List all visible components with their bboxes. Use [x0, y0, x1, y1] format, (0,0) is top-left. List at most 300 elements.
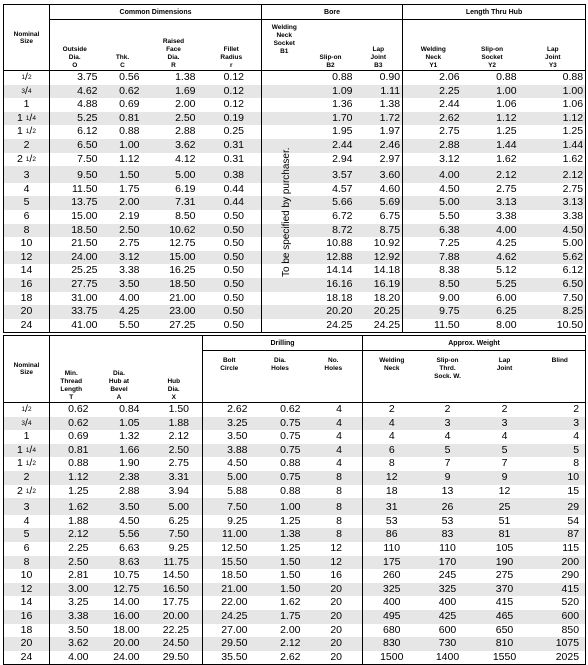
nominal-size-cell: 18 — [4, 624, 50, 638]
lap-joint-length-cell: 3.13 — [521, 196, 586, 210]
hub-bevel-dia-cell: 5.56 — [93, 528, 146, 542]
fillet-radius-cell: 0.38 — [202, 166, 262, 183]
lap-joint-length-header: Lap Joint Y3 — [521, 20, 586, 71]
lap-joint-length-cell: 5.62 — [521, 251, 586, 265]
table-row — [4, 569, 586, 583]
thread-length-cell: 2.81 — [68, 569, 89, 582]
hub-dia-cell: 7.50 — [146, 528, 203, 542]
table-row — [4, 403, 586, 417]
table-row — [4, 528, 586, 542]
holes-number-cell: 20 — [330, 596, 343, 609]
holes-number-cell: 8 — [336, 514, 343, 527]
welding-neck-socket-cell — [262, 71, 307, 85]
fillet-radius-cell: 0.12 — [223, 98, 245, 111]
drilling-header: Drilling — [203, 336, 363, 351]
thickness-cell: 5.50 — [100, 319, 146, 333]
hub-bevel-dia-cell: 2.88 — [119, 484, 140, 497]
slip-on-length-cell: 4.25 — [496, 237, 517, 250]
weight-welding-neck-cell: 12 — [363, 471, 421, 485]
thread-length-header: Min. Thread Length T — [50, 351, 93, 403]
slip-on-length-cell: 5.12 — [496, 264, 517, 277]
nominal-size-cell: 5 — [4, 196, 50, 210]
welding-neck-length-cell: 5.00 — [403, 196, 464, 210]
lap-joint-length-cell: 1.12 — [521, 112, 586, 126]
weight-welding-neck-cell: 6 — [363, 444, 421, 458]
lap-joint-bore-cell: 6.75 — [379, 209, 401, 222]
hub-dia-cell: 2.12 — [168, 430, 190, 443]
table-row — [4, 251, 586, 265]
weight-blind-cell: 5 — [535, 444, 586, 458]
slip-on-bore-cell: 2.94 — [332, 152, 353, 165]
table-row — [4, 98, 586, 112]
raised-face-cell: 1.38 — [175, 71, 196, 83]
hub-bevel-dia-cell: 24.00 — [93, 651, 146, 665]
bolt-circle-cell: 35.50 — [203, 651, 256, 665]
fillet-radius-cell: 0.12 — [223, 71, 245, 83]
table-row — [4, 637, 586, 651]
weight-lap-joint-cell: 9 — [475, 471, 535, 485]
fillet-radius-cell: 0.50 — [202, 305, 262, 319]
welding-neck-length-cell: 8.50 — [403, 278, 464, 292]
weight-blind-cell: 1075 — [535, 637, 586, 651]
nominal-size-cell: 20 — [4, 305, 50, 319]
hub-bevel-dia-cell: 1.05 — [93, 417, 146, 431]
hub-bevel-dia-cell: 16.00 — [93, 610, 146, 624]
weight-blind-cell: 2 — [573, 403, 580, 415]
holes-dia-cell: 1.25 — [280, 541, 301, 554]
weight-slip-on-cell: 600 — [438, 623, 457, 636]
table-row — [4, 278, 586, 292]
weight-slip-on-cell: 245 — [438, 569, 457, 582]
table-row — [4, 292, 586, 306]
slip-on-bore-cell: 1.36 — [332, 98, 353, 111]
weight-slip-on-cell: 3 — [421, 417, 475, 431]
fillet-radius-cell: 0.50 — [223, 209, 245, 222]
weight-lap-joint-cell: 25 — [475, 498, 535, 515]
weight-blind-cell: 29 — [535, 498, 586, 515]
weight-blind-cell: 200 — [535, 556, 586, 570]
table-row — [4, 596, 586, 610]
fillet-radius-header: Fillet Radius r — [202, 20, 262, 71]
slip-on-length-cell: 5.25 — [464, 278, 521, 292]
fillet-radius-cell: 0.50 — [202, 278, 262, 292]
weight-lap-joint-cell: 81 — [475, 528, 535, 542]
hub-bevel-dia-cell: 0.84 — [119, 403, 140, 415]
bolt-circle-header: Bolt Circle — [203, 351, 256, 403]
lap-joint-bore-cell: 1.11 — [355, 85, 403, 99]
thickness-cell: 0.56 — [119, 71, 140, 83]
holes-number-cell: 4 — [336, 430, 343, 443]
weight-slip-on-cell: 170 — [421, 556, 475, 570]
weight-slip-on-cell: 2 — [444, 403, 451, 415]
weight-lap-joint-cell: 415 — [495, 596, 514, 609]
slip-on-bore-cell: 2.44 — [307, 139, 355, 153]
weight-slip-on-header: Slip-on Thrd. Sock. W. — [421, 351, 475, 403]
raised-face-cell: 3.62 — [146, 139, 202, 153]
hub-dia-cell: 1.88 — [146, 417, 203, 431]
table-row — [4, 610, 586, 624]
holes-number-cell: 20 — [305, 651, 363, 665]
slip-on-bore-cell: 20.20 — [307, 305, 355, 319]
raised-face-cell: 5.00 — [146, 166, 202, 183]
weight-welding-neck-cell: 325 — [363, 583, 421, 597]
weight-welding-neck-cell: 830 — [363, 637, 421, 651]
length-thru-hub-header: Length Thru Hub — [403, 5, 586, 20]
slip-on-bore-cell: 18.18 — [326, 291, 353, 304]
weight-lap-joint-cell: 2 — [501, 403, 508, 415]
lap-joint-bore-cell: 4.60 — [379, 182, 401, 195]
lap-joint-length-cell: 2.75 — [562, 182, 584, 195]
table-row — [4, 112, 586, 126]
outside-dia-cell: 27.75 — [50, 278, 100, 292]
bolt-circle-cell: 4.50 — [203, 457, 256, 471]
drilling-weight-table — [3, 335, 586, 665]
raised-face-cell: 7.31 — [146, 196, 202, 210]
table-row — [4, 224, 586, 238]
holes-number-cell: 20 — [330, 623, 343, 636]
raised-face-cell: 6.19 — [175, 182, 196, 195]
weight-lap-joint-cell: 650 — [495, 623, 514, 636]
lap-joint-bore-cell: 14.18 — [373, 264, 401, 277]
slip-on-length-cell: 1.62 — [496, 152, 517, 165]
weight-slip-on-cell: 4 — [444, 430, 451, 443]
nominal-size-cell: 1 — [4, 98, 50, 112]
hub-dia-cell: 5.00 — [146, 498, 203, 515]
thread-length-cell: 0.62 — [50, 417, 93, 431]
thread-length-cell: 2.50 — [50, 556, 93, 570]
outside-dia-cell: 6.50 — [50, 139, 100, 153]
raised-face-cell: 2.50 — [146, 112, 202, 126]
weight-lap-joint-cell: 4 — [501, 430, 508, 443]
raised-face-cell: 4.12 — [175, 152, 196, 165]
nominal-size-cell: 24 — [4, 651, 50, 665]
weight-slip-on-cell: 7 — [444, 457, 451, 470]
welding-neck-length-cell: 7.88 — [403, 251, 464, 265]
slip-on-length-cell: 4.00 — [464, 224, 521, 238]
hub-dia-cell: 16.50 — [146, 583, 203, 597]
thickness-cell: 1.12 — [119, 152, 140, 165]
thread-length-cell: 2.25 — [68, 541, 89, 554]
weight-lap-joint-cell: 12 — [498, 484, 511, 497]
fillet-radius-cell: 0.50 — [223, 291, 245, 304]
holes-number-cell: 8 — [305, 498, 363, 515]
weight-blind-cell: 415 — [535, 583, 586, 597]
thread-length-cell: 3.50 — [68, 623, 89, 636]
weight-blind-cell: 2025 — [535, 651, 586, 665]
thread-length-cell: 3.00 — [50, 583, 93, 597]
weight-blind-cell: 115 — [562, 541, 580, 554]
holes-number-cell: 4 — [305, 417, 363, 431]
weight-blind-cell: 10 — [535, 471, 586, 485]
nominal-size-cell: $^1$/2 — [4, 403, 50, 417]
slip-on-bore-cell: 10.88 — [326, 237, 353, 250]
welding-neck-socket-cell — [262, 319, 307, 333]
weight-blind-cell: 54 — [567, 514, 580, 527]
welding-neck-length-cell: 3.12 — [403, 153, 464, 167]
hub-dia-cell: 14.50 — [162, 569, 190, 582]
table-row — [4, 556, 586, 570]
weight-welding-neck-cell: 1500 — [363, 651, 421, 665]
thickness-cell: 3.38 — [119, 264, 140, 277]
slip-on-bore-cell: 1.95 — [332, 125, 353, 138]
fillet-radius-cell: 0.31 — [202, 139, 262, 153]
nominal-size-cell: 3 — [4, 166, 50, 183]
table-row — [4, 498, 586, 515]
table-row — [4, 485, 586, 499]
raised-face-cell: 12.75 — [169, 237, 196, 250]
holes-number-cell: 4 — [336, 457, 343, 470]
slip-on-bore-cell: 1.09 — [307, 85, 355, 99]
thickness-cell: 1.00 — [100, 139, 146, 153]
welding-neck-socket-cell — [262, 292, 307, 306]
slip-on-bore-cell: 16.16 — [307, 278, 355, 292]
holes-number-cell: 12 — [305, 556, 363, 570]
lap-joint-length-cell: 6.12 — [562, 264, 584, 277]
welding-neck-socket-cell — [262, 85, 307, 99]
holes-number-cell: 8 — [305, 528, 363, 542]
table-row — [4, 583, 586, 597]
thread-length-cell: 3.38 — [50, 610, 93, 624]
outside-dia-cell: 18.50 — [50, 224, 100, 238]
outside-dia-cell: 13.75 — [50, 196, 100, 210]
welding-neck-length-cell: 2.44 — [403, 98, 464, 112]
table-row — [4, 319, 586, 333]
outside-dia-header: Outside Dia. O — [50, 20, 100, 71]
weight-lap-joint-cell: 370 — [475, 583, 535, 597]
nominal-size-cell: 18 — [4, 292, 50, 306]
holes-dia-cell: 2.12 — [256, 637, 305, 651]
weight-slip-on-cell: 9 — [421, 471, 475, 485]
holes-dia-cell: 0.75 — [280, 430, 301, 443]
holes-dia-cell: 2.00 — [280, 623, 301, 636]
table-row — [4, 471, 586, 485]
fillet-radius-cell: 0.44 — [202, 196, 262, 210]
table-row — [4, 515, 586, 529]
bolt-circle-cell: 27.00 — [203, 624, 256, 638]
welding-neck-length-cell: 2.25 — [403, 85, 464, 99]
raised-face-cell: 18.50 — [146, 278, 202, 292]
nominal-size-cell: 8 — [4, 556, 50, 570]
weight-blind-header: Blind — [535, 351, 586, 403]
weight-welding-neck-cell: 110 — [363, 542, 421, 556]
nominal-size-cell: 16 — [4, 610, 50, 624]
fillet-radius-cell: 0.50 — [223, 237, 245, 250]
lap-joint-bore-cell: 1.97 — [379, 125, 401, 138]
holes-number-cell: 16 — [330, 569, 343, 582]
table-row — [4, 651, 586, 665]
slip-on-bore-cell: 5.66 — [307, 196, 355, 210]
table-row — [4, 237, 586, 251]
welding-neck-length-cell: 6.38 — [403, 224, 464, 238]
weight-welding-neck-cell: 680 — [363, 624, 421, 638]
outside-dia-cell: 15.00 — [71, 209, 98, 222]
fillet-radius-cell: 0.44 — [223, 182, 245, 195]
nominal-size-cell: 2 $^1$/2 — [4, 153, 50, 167]
hub-bevel-dia-cell: 1.32 — [119, 430, 140, 443]
thickness-cell: 1.75 — [119, 182, 140, 195]
slip-on-bore-cell: 6.72 — [332, 209, 353, 222]
thread-length-cell: 1.88 — [68, 514, 89, 527]
weight-welding-neck-cell: 175 — [363, 556, 421, 570]
table-row — [4, 417, 586, 431]
lap-joint-bore-cell: 2.97 — [379, 152, 401, 165]
bolt-circle-cell: 22.00 — [203, 596, 256, 610]
slip-on-bore-cell: 12.88 — [307, 251, 355, 265]
nominal-size-cell: 14 — [4, 264, 50, 278]
slip-on-length-cell: 1.12 — [464, 112, 521, 126]
lap-joint-length-cell: 8.25 — [521, 305, 586, 319]
slip-on-length-cell: 1.00 — [464, 85, 521, 99]
holes-dia-cell: 0.75 — [256, 444, 305, 458]
specified-by-purchaser-note: To be specified by purchaser. — [281, 147, 292, 277]
fillet-radius-cell: 0.31 — [223, 152, 245, 165]
weight-welding-neck-header: Welding Neck — [363, 351, 421, 403]
fillet-radius-cell: 0.12 — [202, 85, 262, 99]
thickness-cell: 3.12 — [100, 251, 146, 265]
hub-bevel-dia-cell: 8.63 — [93, 556, 146, 570]
outside-dia-cell: 5.25 — [50, 112, 100, 126]
raised-face-cell: 10.62 — [146, 224, 202, 238]
hub-bevel-dia-header: Dia. Hub at Bevel A — [93, 351, 146, 403]
slip-on-length-cell: 2.12 — [464, 166, 521, 183]
weight-slip-on-cell: 110 — [439, 541, 456, 554]
thickness-cell: 2.50 — [100, 224, 146, 238]
bolt-circle-cell: 12.50 — [203, 542, 256, 556]
bolt-circle-cell: 18.50 — [203, 569, 256, 583]
holes-dia-cell: 1.00 — [256, 498, 305, 515]
thread-length-cell: 4.00 — [50, 651, 93, 665]
common-dimensions-header: Common Dimensions — [50, 5, 262, 20]
outside-dia-cell: 31.00 — [71, 291, 98, 304]
table-row — [4, 85, 586, 99]
thickness-cell: 0.62 — [100, 85, 146, 99]
outside-dia-cell: 21.50 — [71, 237, 98, 250]
slip-on-length-cell: 1.25 — [496, 125, 517, 138]
hub-dia-cell: 3.31 — [146, 471, 203, 485]
holes-dia-cell: 1.75 — [256, 610, 305, 624]
hub-dia-cell: 22.25 — [162, 623, 190, 636]
bolt-circle-cell: 2.62 — [203, 403, 256, 417]
welding-neck-length-cell: 7.25 — [403, 237, 464, 251]
slip-on-length-cell: 6.00 — [496, 291, 517, 304]
weight-lap-joint-cell: 51 — [498, 514, 511, 527]
slip-on-length-cell: 1.44 — [464, 139, 521, 153]
outside-dia-cell: 9.50 — [50, 166, 100, 183]
nominal-size-cell: $^3$/4 — [4, 85, 50, 99]
nominal-size-cell: 6 — [4, 210, 50, 224]
nominal-size-cell: 1 — [4, 430, 50, 444]
nominal-size-cell: 4 — [4, 183, 50, 197]
thread-length-cell: 0.69 — [68, 430, 89, 443]
hub-dia-cell: 24.50 — [146, 637, 203, 651]
welding-neck-socket-header: Welding Neck Socket B1 — [262, 20, 307, 71]
welding-neck-length-cell: 2.06 — [403, 71, 464, 85]
holes-number-cell: 4 — [336, 403, 343, 415]
holes-number-cell: 20 — [305, 610, 363, 624]
thread-length-cell: 1.25 — [68, 484, 89, 497]
lap-joint-bore-cell: 20.25 — [355, 305, 403, 319]
welding-neck-length-cell: 4.00 — [403, 166, 464, 183]
raised-face-cell: 1.69 — [146, 85, 202, 99]
welding-neck-socket-cell — [262, 98, 307, 112]
outside-dia-cell: 24.00 — [50, 251, 100, 265]
nominal-size-cell: 1 $^1$/4 — [4, 444, 50, 458]
lap-joint-length-cell: 4.50 — [521, 224, 586, 238]
raised-face-cell: 21.00 — [169, 291, 196, 304]
table-row — [4, 444, 586, 458]
outside-dia-cell: 7.50 — [77, 152, 98, 165]
lap-joint-length-cell: 5.00 — [562, 237, 584, 250]
holes-dia-cell: 0.75 — [256, 417, 305, 431]
thickness-cell: 2.00 — [100, 196, 146, 210]
holes-dia-cell: 0.88 — [280, 484, 301, 497]
holes-number-cell: 8 — [305, 471, 363, 485]
bolt-circle-cell: 15.50 — [203, 556, 256, 570]
weight-lap-joint-cell: 105 — [495, 541, 514, 554]
weight-slip-on-cell: 425 — [421, 610, 475, 624]
holes-dia-cell: 0.75 — [256, 471, 305, 485]
weight-blind-cell: 290 — [561, 569, 580, 582]
bolt-circle-cell: 29.50 — [203, 637, 256, 651]
table-row — [4, 139, 586, 153]
hub-bevel-dia-cell: 1.66 — [93, 444, 146, 458]
thread-length-cell: 0.81 — [50, 444, 93, 458]
bolt-circle-cell: 7.50 — [203, 498, 256, 515]
table-row — [4, 196, 586, 210]
slip-on-bore-cell: 14.14 — [326, 264, 353, 277]
nominal-size-cell: 12 — [4, 251, 50, 265]
raised-face-cell: 2.00 — [175, 98, 196, 111]
hub-bevel-dia-cell: 20.00 — [93, 637, 146, 651]
bolt-circle-cell: 3.50 — [203, 430, 256, 444]
holes-number-cell: 20 — [305, 637, 363, 651]
raised-face-header: Raised Face Dia. R — [146, 20, 202, 71]
table-row — [4, 125, 586, 139]
lap-joint-bore-cell: 8.75 — [355, 224, 403, 238]
table-row — [4, 71, 586, 85]
dimensions-table — [3, 4, 586, 333]
bolt-circle-cell: 11.00 — [203, 528, 256, 542]
thickness-cell: 2.75 — [119, 237, 140, 250]
holes-number-cell: 8 — [336, 484, 343, 497]
fillet-radius-cell: 0.50 — [202, 319, 262, 333]
slip-on-bore-cell: 4.57 — [332, 182, 353, 195]
holes-dia-cell: 1.50 — [256, 556, 305, 570]
thickness-cell: 0.81 — [100, 112, 146, 126]
weight-slip-on-cell: 325 — [421, 583, 475, 597]
welding-neck-length-cell: 8.38 — [403, 264, 464, 278]
welding-neck-socket-cell — [262, 305, 307, 319]
nominal-size-cell: 2 $^1$/2 — [4, 485, 50, 499]
lap-joint-length-cell: 1.25 — [562, 125, 584, 138]
weight-blind-cell: 8 — [573, 457, 580, 470]
weight-welding-neck-cell: 260 — [363, 569, 421, 583]
nominal-size-cell: 5 — [4, 528, 50, 542]
weight-slip-on-cell: 53 — [441, 514, 454, 527]
lap-joint-length-cell: 2.12 — [521, 166, 586, 183]
raised-face-cell: 2.88 — [175, 125, 196, 138]
thread-length-cell: 0.62 — [68, 403, 89, 415]
lap-joint-length-cell: 6.50 — [521, 278, 586, 292]
table-row — [4, 183, 586, 197]
fillet-radius-cell: 0.50 — [202, 251, 262, 265]
nominal-size-cell: 1 $^1$/2 — [4, 125, 50, 139]
weight-lap-joint-cell: 190 — [475, 556, 535, 570]
lap-joint-bore-cell: 3.60 — [355, 166, 403, 183]
outside-dia-cell: 11.50 — [72, 182, 98, 195]
weight-lap-joint-cell: 275 — [495, 569, 514, 582]
lap-joint-bore-cell: 12.92 — [355, 251, 403, 265]
